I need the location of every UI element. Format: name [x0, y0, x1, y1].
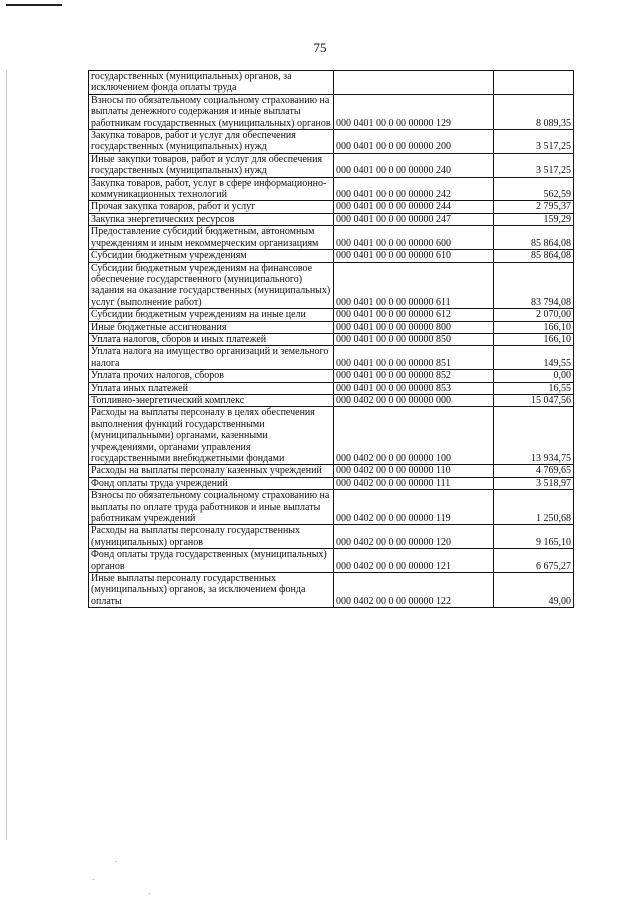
row-code: 000 0401 00 0 00 00000 850	[334, 333, 494, 345]
row-name: Закупка товаров, работ, услуг в сфере информационно-коммуникационных технологий	[89, 177, 334, 201]
table-row	[89, 465, 574, 477]
row-code: 000 0402 00 0 00 00000 119	[334, 490, 494, 525]
row-code: 000 0402 00 0 00 00000 120	[334, 525, 494, 549]
table-row	[89, 262, 574, 309]
row-sum: 85 864,08	[494, 226, 574, 250]
row-name: Закупка энергетических ресурсов	[89, 213, 334, 225]
row-name: Уплата иных платежей	[89, 382, 334, 394]
row-code: 000 0401 00 0 00 00000 242	[334, 177, 494, 201]
row-name: Закупка товаров, работ и услуг для обеспечения государственных (муниципальных) нужд	[89, 130, 334, 154]
row-sum: 166,10	[494, 321, 574, 333]
row-code: 000 0401 00 0 00 00000 129	[334, 94, 494, 129]
row-sum: 16,55	[494, 382, 574, 394]
row-sum: 3 518,97	[494, 477, 574, 489]
row-name: Расходы на выплаты персоналу в целях обеспечения выполнения функций государственными (муниципальными) органами, казенными учреждениями, органами управления государственными внебюджетными фондами	[89, 407, 334, 465]
row-sum: 159,29	[494, 213, 574, 225]
table-row	[89, 250, 574, 262]
row-code: 000 0401 00 0 00 00000 247	[334, 213, 494, 225]
table-row	[89, 346, 574, 370]
row-name: Прочая закупка товаров, работ и услуг	[89, 201, 334, 213]
row-name: Субсидии бюджетным учреждениям на иные цели	[89, 309, 334, 321]
row-code: 000 0402 00 0 00 00000 100	[334, 407, 494, 465]
row-name: Взносы по обязательному социальному страхованию на выплаты по оплате труда работников и иные выплаты работникам учреждений	[89, 490, 334, 525]
table-row	[89, 71, 574, 95]
page-number: 75	[313, 40, 327, 55]
table-row	[89, 525, 574, 549]
table-row	[89, 490, 574, 525]
row-sum: 13 934,75	[494, 407, 574, 465]
scan-speck: ·	[92, 876, 95, 884]
scan-mark	[6, 4, 62, 6]
row-sum: 3 517,25	[494, 130, 574, 154]
row-name: Уплата налога на имущество организаций и земельного налога	[89, 346, 334, 370]
table-row	[89, 573, 574, 608]
row-name: Иные выплаты персоналу государственных (муниципальных) органов, за исключением фонда оплаты	[89, 573, 334, 608]
row-sum	[494, 71, 574, 95]
row-sum: 149,55	[494, 346, 574, 370]
row-name: Субсидии бюджетным учреждениям на финансовое обеспечение государственного (муниципального) задания на оказание государственных (муниципальных) услуг (выполнение работ)	[89, 262, 334, 309]
row-sum: 2 070,00	[494, 309, 574, 321]
row-code: 000 0401 00 0 00 00000 853	[334, 382, 494, 394]
row-sum: 6 675,27	[494, 549, 574, 573]
scan-edge	[6, 70, 7, 840]
table-row	[89, 226, 574, 250]
row-name: Иные закупки товаров, работ и услуг для обеспечения государственных (муниципальных) нужд	[89, 153, 334, 177]
table-row	[89, 201, 574, 213]
row-sum: 8 089,35	[494, 94, 574, 129]
table-row	[89, 370, 574, 382]
table-row	[89, 321, 574, 333]
row-sum: 2 795,37	[494, 201, 574, 213]
row-name: Уплата прочих налогов, сборов	[89, 370, 334, 382]
table-row	[89, 407, 574, 465]
scan-speck: ·	[148, 890, 151, 898]
table-row	[89, 382, 574, 394]
row-code: 000 0402 00 0 00 00000 000	[334, 394, 494, 406]
table-row	[89, 333, 574, 345]
row-sum: 4 769,65	[494, 465, 574, 477]
row-code: 000 0401 00 0 00 00000 600	[334, 226, 494, 250]
row-name: Взносы по обязательному социальному страхованию на выплаты денежного содержания и иные выплаты работникам государственных (муниципальных) органов	[89, 94, 334, 129]
row-code: 000 0401 00 0 00 00000 851	[334, 346, 494, 370]
row-code: 000 0401 00 0 00 00000 611	[334, 262, 494, 309]
row-code: 000 0401 00 0 00 00000 244	[334, 201, 494, 213]
row-name: Иные бюджетные ассигнования	[89, 321, 334, 333]
row-name: Уплата налогов, сборов и иных платежей	[89, 333, 334, 345]
row-code: 000 0402 00 0 00 00000 122	[334, 573, 494, 608]
row-code: 000 0401 00 0 00 00000 240	[334, 153, 494, 177]
table-row	[89, 549, 574, 573]
row-code	[334, 71, 494, 95]
row-sum: 15 047,56	[494, 394, 574, 406]
row-sum: 1 250,68	[494, 490, 574, 525]
row-code: 000 0401 00 0 00 00000 200	[334, 130, 494, 154]
row-name: Фонд оплаты труда учреждений	[89, 477, 334, 489]
row-code: 000 0402 00 0 00 00000 121	[334, 549, 494, 573]
row-name: Расходы на выплаты персоналу государственных (муниципальных) органов	[89, 525, 334, 549]
row-code: 000 0402 00 0 00 00000 111	[334, 477, 494, 489]
row-code: 000 0401 00 0 00 00000 612	[334, 309, 494, 321]
table-row	[89, 130, 574, 154]
table-row	[89, 309, 574, 321]
row-name: государственных (муниципальных) органов, за исключением фонда оплаты труда	[89, 71, 334, 95]
row-name: Субсидии бюджетным учреждениям	[89, 250, 334, 262]
row-sum: 83 794,08	[494, 262, 574, 309]
row-name: Предоставление субсидий бюджетным, автономным учреждениям и иным некоммерческим организациям	[89, 226, 334, 250]
row-code: 000 0402 00 0 00 00000 110	[334, 465, 494, 477]
row-code: 000 0401 00 0 00 00000 610	[334, 250, 494, 262]
row-code: 000 0401 00 0 00 00000 852	[334, 370, 494, 382]
row-name: Расходы на выплаты персоналу казенных учреждений	[89, 465, 334, 477]
table-row	[89, 94, 574, 129]
table-row	[89, 153, 574, 177]
row-sum: 85 864,08	[494, 250, 574, 262]
budget-table	[88, 70, 574, 608]
row-name: Топливно-энергетический комплекс	[89, 394, 334, 406]
table-row	[89, 213, 574, 225]
row-sum: 3 517,25	[494, 153, 574, 177]
row-sum: 562,59	[494, 177, 574, 201]
table-row	[89, 477, 574, 489]
row-code: 000 0401 00 0 00 00000 800	[334, 321, 494, 333]
row-sum: 166,10	[494, 333, 574, 345]
row-sum: 9 165,10	[494, 525, 574, 549]
scan-speck: ·	[115, 858, 118, 866]
table-row	[89, 394, 574, 406]
row-sum: 0,00	[494, 370, 574, 382]
table-row	[89, 177, 574, 201]
row-name: Фонд оплаты труда государственных (муниципальных) органов	[89, 549, 334, 573]
row-sum: 49,00	[494, 573, 574, 608]
